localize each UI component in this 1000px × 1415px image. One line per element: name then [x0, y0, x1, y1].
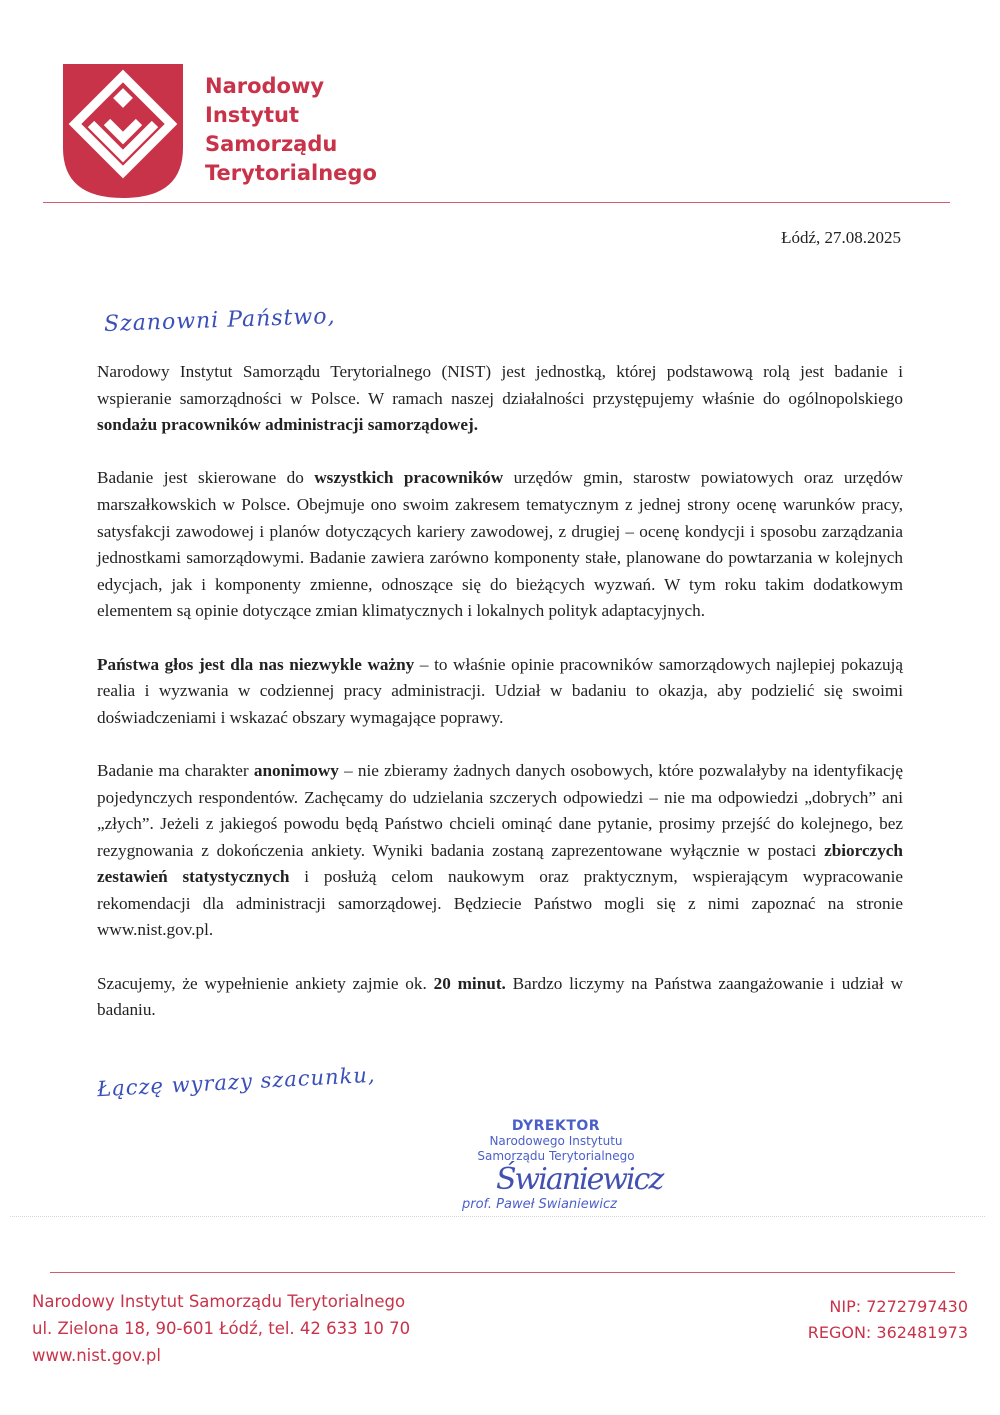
- footer-line: www.nist.gov.pl: [32, 1346, 161, 1365]
- body-paragraph: [97, 465, 903, 625]
- body-paragraph: [97, 359, 903, 439]
- footer-line: ul. Zielona 18, 90-601 Łódź, tel. 42 633 10 70: [32, 1319, 411, 1338]
- emphasized-text: sondażu pracowników administracji samorządowej.: [97, 415, 478, 435]
- letter-date: Łódź, 27.08.2025: [781, 228, 901, 247]
- organization-name: [205, 72, 377, 188]
- body-paragraph: [97, 652, 903, 732]
- nist-shield-logo-icon: [63, 64, 183, 198]
- footer-divider: [50, 1272, 955, 1273]
- body-paragraph: [97, 971, 903, 1024]
- paragraph-text: i posłużą celom naukowym oraz praktycznym, wspierającym wypracowanie rekomendacji dla administracji samorządowej. Będziecie Państwo mogli się z nimi zapoznać na stronie www.nist.gov.pl.: [97, 867, 903, 940]
- paragraph-text: – to właśnie opinie pracowników samorządowych najlepiej pokazują realia i wyzwania w codziennej pracy administracji. Udział w badaniu to okazja, aby podzielić się swoimi doświadczeniami i wskazać obszary wymagające poprawy.: [97, 654, 903, 727]
- org-name-line: Terytorialnego: [205, 161, 377, 185]
- paragraph-text: Badanie ma charakter: [97, 760, 254, 780]
- org-name-line: Narodowy: [205, 74, 325, 98]
- stamp-line: Samorządu Terytorialnego: [477, 1149, 635, 1163]
- footer-registry: [808, 1294, 968, 1346]
- emphasized-text: zbiorczych zestawień statystycznych: [97, 840, 903, 887]
- stamp-title: DYREKTOR: [511, 1118, 601, 1134]
- footer-line: Narodowy Instytut Samorządu Terytorialnego: [32, 1292, 406, 1311]
- org-name-line: Instytut: [205, 103, 300, 127]
- letter-body: [97, 359, 903, 1050]
- nip-number: NIP: 7272797430: [829, 1297, 968, 1316]
- paragraph-text: Bardzo liczymy na Państwa zaangażowanie i udział w badaniu.: [97, 973, 903, 1020]
- paragraph-text: Szacujemy, że wypełnienie ankiety zajmie ok.: [97, 973, 434, 993]
- stamp-signatory-name: prof. Paweł Swianiewicz: [462, 1197, 617, 1212]
- paragraph-text: Narodowy Instytut Samorządu Terytorialnego (NIST) jest jednostką, której podstawową rolą jest badanie i wspieranie samorządności w Polsce. W ramach naszej działalności przystępujemy właśnie do ogólnopolskiego: [97, 362, 903, 408]
- emphasized-text: 20 minut.: [433, 973, 506, 993]
- footer-address: [32, 1288, 410, 1369]
- handwritten-signature: Świaniewicz: [496, 1162, 663, 1197]
- org-name-line: Samorządu: [205, 132, 338, 156]
- body-paragraph: [97, 758, 903, 944]
- emphasized-text: anonimowy: [253, 760, 339, 780]
- regon-number: REGON: 362481973: [807, 1323, 968, 1342]
- header-divider: [43, 202, 950, 203]
- paragraph-text: – nie zbieramy żadnych danych osobowych, które pozwalałyby na identyfikację pojedynczych respondentów. Zachęcamy do udzielania szczerych odpowiedzi – nie ma odpowiedzi „dobrych” ani „złych”. Jeżeli z jakiegoś powodu będą Państwo chcieli ominąć dane pytanie, prosimy przejść do kolejnego, bez rezygnowania z dokończenia ankiety. Wyniki badania zostaną zaprezentowane wyłącznie w postaci: [97, 760, 903, 860]
- stamp-line: Narodowego Instytutu: [489, 1134, 623, 1148]
- handwritten-greeting: Szanowni Państwo,: [103, 303, 336, 338]
- handwritten-closing: Łączę wyrazy szacunku,: [96, 1062, 377, 1102]
- director-stamp: [456, 1118, 656, 1164]
- paragraph-text: Badanie jest skierowane do: [97, 468, 315, 488]
- scan-artifact-line: [10, 1216, 985, 1217]
- paragraph-text: urzędów gmin, starostw powiatowych oraz urzędów marszałkowskich w Polsce. Obejmuje ono swoim zakresem tematycznym z jednej strony ocenę warunków pracy, satysfakcji zawodowej i planów dotyczących kariery zawodowej, z drugiej – ocenę kondycji i sposobu zarządzania jednostkami samorządowymi. Badanie zawiera zarówno komponenty stałe, planowane do powtarzania w kolejnych edycjach, jak i komponenty zmienne, odnoszące się do bieżących wyzwań. W tym roku takim dodatkowym elementem są opinie dotyczące zmian klimatycznych i lokalnych polityk adaptacyjnych.: [97, 468, 903, 621]
- emphasized-text: Państwa głos jest dla nas niezwykle ważny: [97, 654, 415, 674]
- emphasized-text: wszystkich pracowników: [314, 468, 504, 488]
